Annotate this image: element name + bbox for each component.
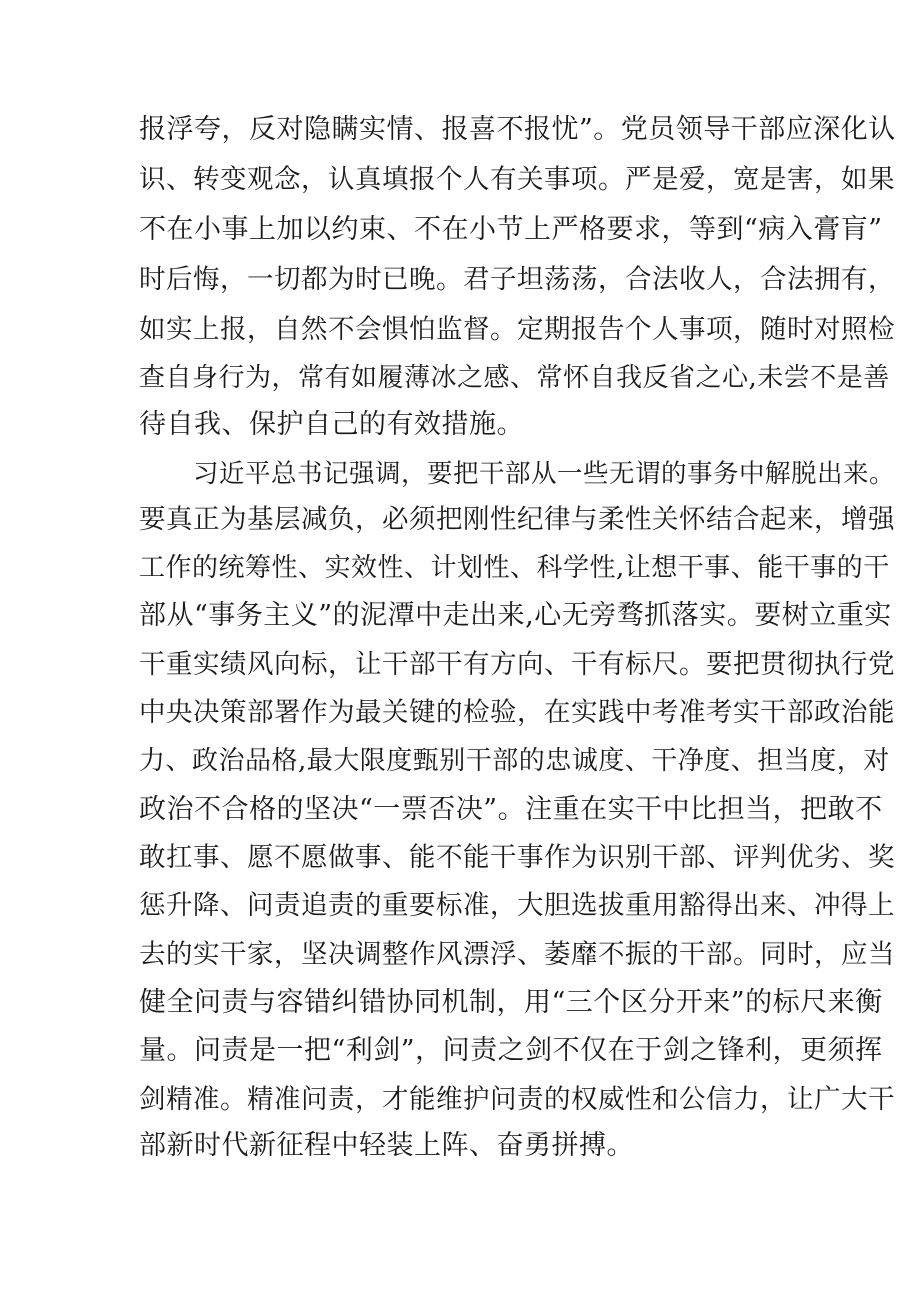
- paragraph-2-line-6: 中央决策部署作为最关键的检验，在实践中考准考实干部政治能: [139, 697, 895, 728]
- paragraph-1-line-4: 时后悔，一切都为时已晚。君子坦荡荡，合法收人，合法拥有，: [139, 264, 895, 295]
- paragraph-2-line-8: 政治不合格的坚决“一票否决”。注重在实干中比担当，把敢不: [139, 794, 883, 825]
- paragraph-2-line-9: 敢扛事、愿不愿做事、能不能干事作为识别干部、评判优劣、奖: [139, 842, 895, 873]
- paragraph-2-line-7: 力、政治品格,最大限度甄别干部的忠诚度、干净度、担当度，对: [139, 746, 890, 776]
- paragraph-1-line-6: 查自身行为，常有如履薄冰之感、常怀自我反省之心,未尝不是善: [139, 363, 890, 393]
- paragraph-2-line-4: 部从“事务主义”的泥潭中走出来,心无旁骛抓落实。要树立重实: [139, 600, 892, 631]
- paragraph-2-line-13: 量。问责是一把“利剑”，问责之剑不仅在于剑之锋利，更须挥: [139, 1035, 883, 1066]
- paragraph-2-line-14: 剑精准。精准问责，才能维护问责的权威性和公信力，让广大干: [139, 1084, 895, 1115]
- paragraph-2-line-3: 工作的统筹性、实效性、计划性、科学性,让想干事、能干事的干: [139, 553, 890, 583]
- paragraph-1-line-5: 如实上报，自然不会惧怕监督。定期报告个人事项，随时对照检: [139, 314, 895, 345]
- paragraph-1-line-3: 不在小事上加以约束、不在小节上严格要求，等到“病入膏肓”: [139, 214, 883, 245]
- paragraph-2-line-5: 干重实绩风向标，让干部干有方向、干有标尺。要把贯彻执行党: [139, 649, 895, 680]
- paragraph-1-line-2: 识、转变观念，认真填报个人有关事项。严是爱，宽是害，如果: [139, 164, 895, 195]
- paragraph-2-line-2: 要真正为基层减负，必须把刚性纪律与柔性关怀结合起来，增强: [139, 504, 895, 535]
- paragraph-2-line-15: 部新时代新征程中轻装上阵、奋勇拼搏。: [139, 1130, 634, 1161]
- paragraph-2-line-12: 健全问责与容错纠错协同机制，用“三个区分开来”的标尺来衡: [139, 987, 883, 1018]
- paragraph-1-line-1: 报浮夸，反对隐瞒实情、报喜不报忧”。党员领导干部应深化认: [139, 114, 896, 145]
- paragraph-2-line-11: 去的实干家，坚决调整作风漂浮、萎靡不振的干部。同时，应当: [139, 939, 895, 970]
- paragraph-2-line-10: 惩升降、问责追责的重要标准，大胆选拔重用豁得出来、冲得上: [139, 890, 895, 921]
- paragraph-1-line-7: 待自我、保护自己的有效措施。: [139, 409, 524, 440]
- paragraph-2-line-1: 习近平总书记强调，要把干部从一些无谓的事务中解脱出来。: [193, 459, 896, 489]
